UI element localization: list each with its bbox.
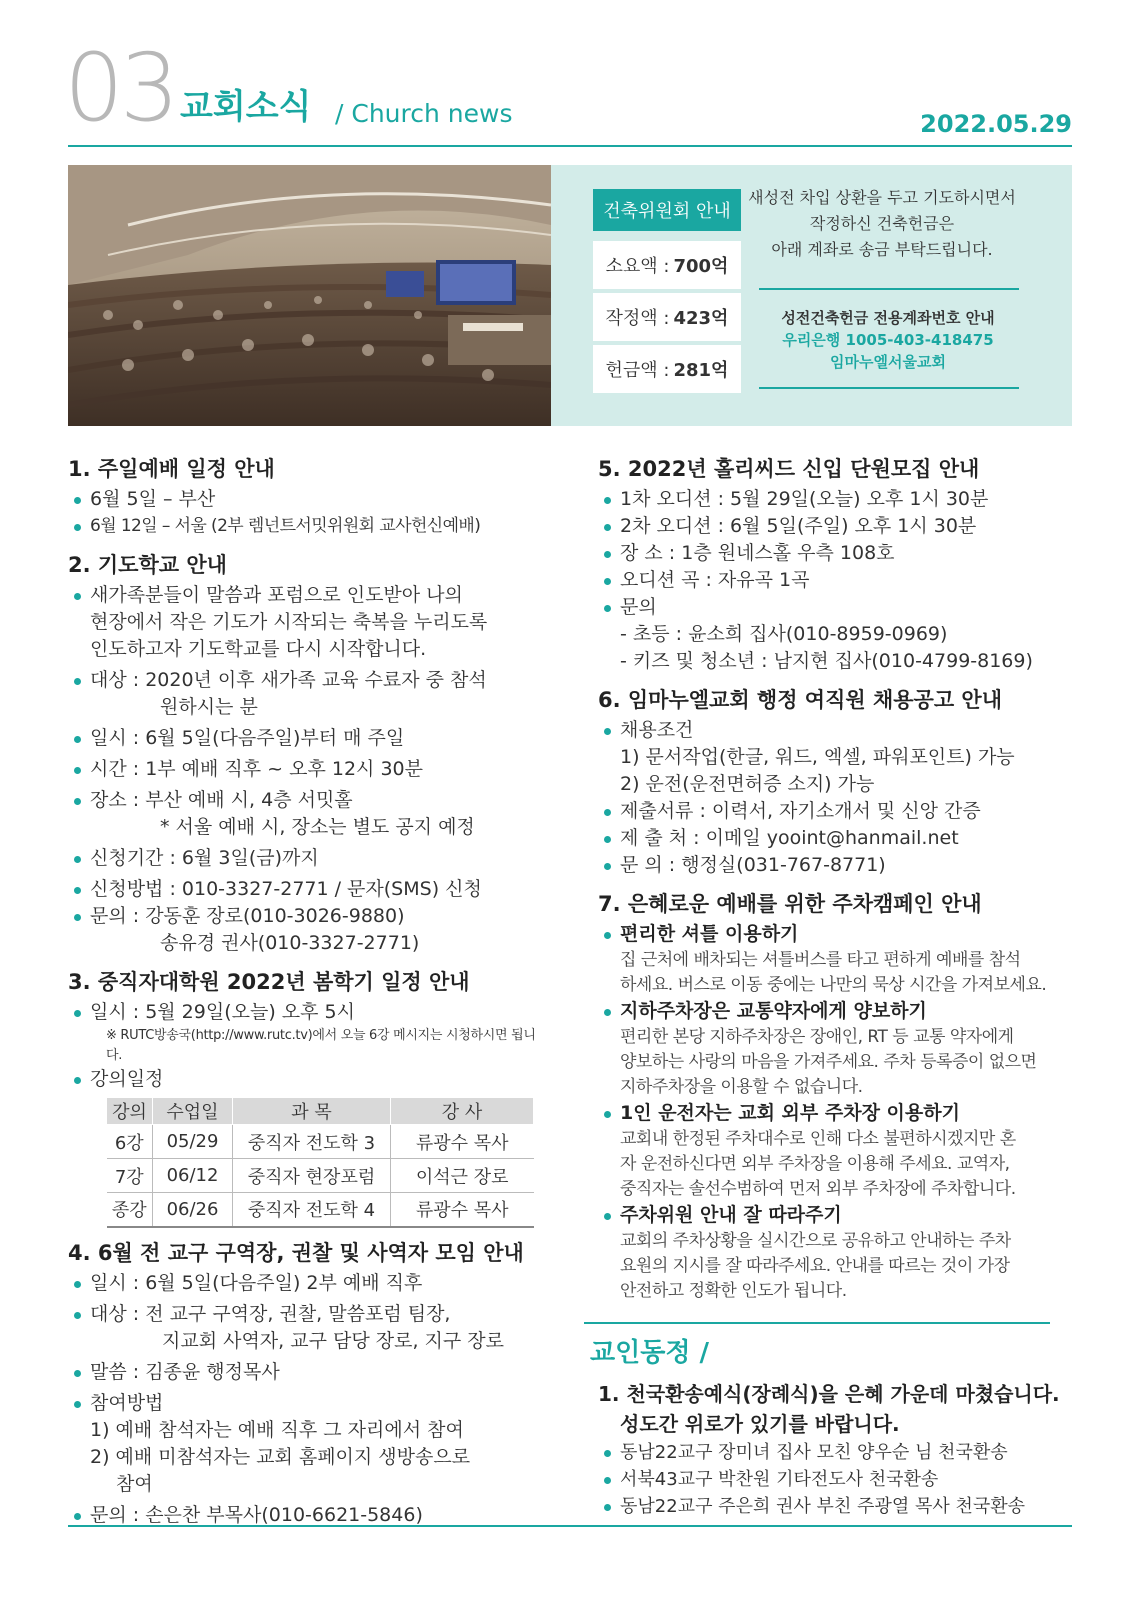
members-divider	[584, 1322, 1050, 1324]
list-item: 문의	[598, 594, 1074, 621]
list-item: 동남22교구 장미녀 집사 모친 양우순 님 천국환송	[598, 1439, 1074, 1466]
building-committee-label: 건축위원회 안내	[593, 189, 741, 231]
list-item: 제 출 처 : 이메일 yooint@hanmail.net	[598, 825, 1074, 852]
list-item: 대상 : 전 교구 구역장, 권찰, 말씀포럼 팀장,	[68, 1301, 548, 1328]
footer-divider	[68, 1525, 1072, 1527]
list-item: 신청기간 : 6월 3일(금)까지	[68, 845, 548, 872]
list-item: 장 소 : 1층 원네스홀 우측 108호	[598, 540, 1074, 567]
header-divider	[68, 145, 1072, 147]
left-column: 1. 주일예배 일정 안내 6월 5일 – 부산 6월 12일 – 서울 (2부 렘넌트서밋위원회 교사헌신예배) 2. 기도학교 안내 새가족분들이 말씀과 포럼으로 인도받아 나의 현장에서 작은 기도가 시작되는 축복을 누리도록 인도하고자 기도학교를 다시 시작합니다. 대상 : 2020년 이후 새가족 교육 수료자 중 참석 원하시는 분 일시 : 6월 5일(다음주일)부터 매 주일 시간 : 1부 예배 직후 ~ 오후 12시 30분 장소 : 부산 예배 시, 4층 서밋홀 * 서울 예배 시, 장소는 별도 공지 예정 신청기간 : 6월 3일(금)까지 신청방법 : 010-3327-2771 / 문자(SMS) 신청 문의 : 강동훈 장로(010-3026-9880) 송유경 권사(010-3327-2771) 3. 중직자대학원 2022년 봄학기 일정 안내 일시 : 5월 29일(오늘) 오후 5시 ※ RUTC방송국(http://www.rutc.tv)에서 오늘 6강 메시지는 시청하시면 됩니다. 강의일정 강의 수업일 과 목 강 사 6강 05/29 중직자 전도학 3 류광수 목사 7강 06/12 중직자 현장포럼 이석근 장로 종강 06/26 중직자 전도학 4 류광수 목사 4. 6월 전 교구 구역장, 권찰 및 사역자 모임 안내 일시 : 6월 5일(다음주일) 2부 예배 직후 대상 : 전 교구 구역장, 권찰, 말씀포럼 팀장, 지교회 사역자, 교구 담당 장로, 지구 장로 말씀 : 김종윤 행정목사 참여방법 1) 예배 참석자는 예배 직후 그 자리에서 참여 2) 예배 미참석자는 교회 홈페이지 생방송으로 참여 문의 : 손은찬 부목사(010-6621-5846)	[68, 448, 548, 1529]
list-item: 문의 : 강동훈 장로(010-3026-9880)	[68, 903, 548, 930]
list-item: 시간 : 1부 예배 직후 ~ 오후 12시 30분	[68, 756, 548, 783]
sanctuary-photo	[68, 165, 551, 426]
donated-amount: 헌금액 : 281억	[593, 345, 741, 393]
list-item: 문 의 : 행정실(031-767-8771)	[598, 852, 1074, 879]
issue-date: 2022.05.29	[920, 110, 1072, 138]
section-2-title: 2. 기도학교 안내	[68, 553, 227, 577]
list-item: 장소 : 부산 예배 시, 4층 서밋홀	[68, 787, 548, 814]
list-item: 일시 : 6월 5일(다음주일) 2부 예배 직후	[68, 1270, 548, 1297]
list-item: 6월 12일 – 서울 (2부 렘넌트서밋위원회 교사헌신예배)	[68, 513, 548, 540]
list-item: 강의일정	[68, 1066, 548, 1093]
list-item: 일시 : 5월 29일(오늘) 오후 5시	[68, 999, 548, 1026]
list-item: 2차 오디션 : 6월 5일(주일) 오후 1시 30분	[598, 513, 1074, 540]
list-item: 제출서류 : 이력서, 자기소개서 및 신앙 간증	[598, 798, 1074, 825]
parking-item-title: 주차위원 안내 잘 따라주기	[598, 1202, 1074, 1229]
table-row: 7강 06/12 중직자 현장포럼 이석근 장로	[107, 1159, 534, 1193]
required-amount: 소요액 : 700억	[593, 241, 741, 289]
section-3-title: 3. 중직자대학원 2022년 봄학기 일정 안내	[68, 970, 470, 994]
account-divider-top	[759, 288, 1019, 290]
building-message: 새성전 차입 상환을 두고 기도하시면서 작정하신 건축헌금은 아래 계좌로 송금 부탁드립니다.	[748, 188, 1016, 259]
list-item: 서북43교구 박찬원 기타전도사 천국환송	[598, 1466, 1074, 1493]
list-item: 동남22교구 주은희 권사 부친 주광열 목사 천국환송	[598, 1493, 1074, 1520]
list-item: 일시 : 6월 5일(다음주일)부터 매 주일	[68, 725, 548, 752]
list-item: 채용조건	[598, 717, 1074, 744]
account-divider-bottom	[759, 387, 1019, 389]
list-item: 문의 : 손은찬 부목사(010-6621-5846)	[68, 1502, 548, 1529]
section-7-title: 7. 은혜로운 예배를 위한 주차캠페인 안내	[598, 892, 982, 916]
list-item: 참여방법	[68, 1390, 548, 1417]
lecture-schedule-table	[106, 1097, 534, 1228]
section-6-title: 6. 임마누엘교회 행정 여직원 채용공고 안내	[598, 688, 1003, 712]
page-subtitle: / Church news	[335, 99, 513, 128]
section-5-title: 5. 2022년 홀리씨드 신입 단원모집 안내	[598, 457, 980, 481]
members-news-title: 교인동정 /	[590, 1338, 710, 1368]
table-row: 6강 05/29 중직자 전도학 3 류광수 목사	[107, 1125, 534, 1159]
list-item: 1차 오디션 : 5월 29일(오늘) 오후 1시 30분	[598, 486, 1074, 513]
building-committee-box	[551, 165, 1072, 426]
section-number: 03	[64, 34, 176, 143]
parking-item-title: 지하주차장은 교통약자에게 양보하기	[598, 998, 1074, 1025]
section-4-title: 4. 6월 전 교구 구역장, 권찰 및 사역자 모임 안내	[68, 1240, 524, 1265]
list-item: 오디션 곡 : 자유곡 1곡	[598, 567, 1074, 594]
list-item: 대상 : 2020년 이후 새가족 교육 수료자 중 참석	[68, 667, 548, 694]
parking-item-title: 편리한 셔틀 이용하기	[598, 921, 1074, 948]
pledged-amount: 작정액 : 423억	[593, 293, 741, 341]
table-header-row: 강의 수업일 과 목 강 사	[107, 1098, 534, 1125]
members-headline: 1. 천국환송예식(장례식)을 은혜 가운데 마쳤습니다.	[598, 1382, 1060, 1406]
section-1-title: 1. 주일예배 일정 안내	[68, 457, 275, 481]
page-title: 교회소식	[180, 87, 312, 127]
broadcast-note: ※ RUTC방송국(http://www.rutc.tv)에서 오늘 6강 메시지는 시청하시면 됩니다.	[106, 1028, 536, 1063]
list-item: 말씀 : 김종윤 행정목사	[68, 1359, 548, 1386]
list-item: 6월 5일 – 부산	[68, 486, 548, 513]
account-info: 성전건축헌금 전용계좌번호 안내 우리은행 1005-403-418475 임마누엘서울교회	[781, 309, 995, 371]
list-item: 새가족분들이 말씀과 포럼으로 인도받아 나의	[68, 582, 548, 609]
table-row: 종강 06/26 중직자 전도학 4 류광수 목사	[107, 1193, 534, 1227]
parking-item-title: 1인 운전자는 교회 외부 주차장 이용하기	[598, 1100, 1074, 1127]
list-item: 신청방법 : 010-3327-2771 / 문자(SMS) 신청	[68, 876, 548, 903]
right-column: 5. 2022년 홀리씨드 신입 단원모집 안내 1차 오디션 : 5월 29일(오늘) 오후 1시 30분 2차 오디션 : 6월 5일(주일) 오후 1시 30분 장 소 : 1층 원네스홀 우측 108호 오디션 곡 : 자유곡 1곡 문의 - 초등 : 윤소희 집사(010-8959-0969) - 키즈 및 청소년 : 남지현 집사(010-4799-8169) 6. 임마누엘교회 행정 여직원 채용공고 안내 채용조건 1) 문서작업(한글, 워드, 엑셀, 파워포인트) 가능 2) 운전(운전면허증 소지) 가능 제출서류 : 이력서, 자기소개서 및 신앙 간증 제 출 처 : 이메일 yooint@hanmail.net 문 의 : 행정실(031-767-8771) 7. 은혜로운 예배를 위한 주차캠페인 안내 편리한 셔틀 이용하기 집 근처에 배차되는 셔틀버스를 타고 편하게 예배를 참석 하세요. 버스로 이동 중에는 나만의 묵상 시간을 가져보세요. 지하주차장은 교통약자에게 양보하기 편리한 본당 지하주차장은 장애인, RT 등 교통 약자에게 양보하는 사랑의 마음을 가져주세요. 주차 등록증이 없으면 지하주차장을 이용할 수 없습니다. 1인 운전자는 교회 외부 주차장 이용하기 교회내 한정된 주차대수로 인해 다소 불편하시겠지만 혼 자 운전하신다면 외부 주차장을 이용해 주세요. 교역자, 중직자는 솔선수범하여 먼저 외부 주차장에 주차합니다. 주차위원 안내 잘 따라주기 교회의 주차상황을 실시간으로 공유하고 안내하는 주차 요원의 지시를 잘 따라주세요. 안내를 따르는 것이 가장 안전하고 정확한 인도가 됩니다. 교인동정 / 1. 천국환송예식(장례식)을 은혜 가운데 마쳤습니다. 성도간 위로가 있기를 바랍니다. 동남22교구 장미녀 집사 모친 양우순 님 천국환송 서북43교구 박찬원 기타전도사 천국환송 동남22교구 주은희 권사 부친 주광열 목사 천국환송	[598, 448, 1074, 1520]
